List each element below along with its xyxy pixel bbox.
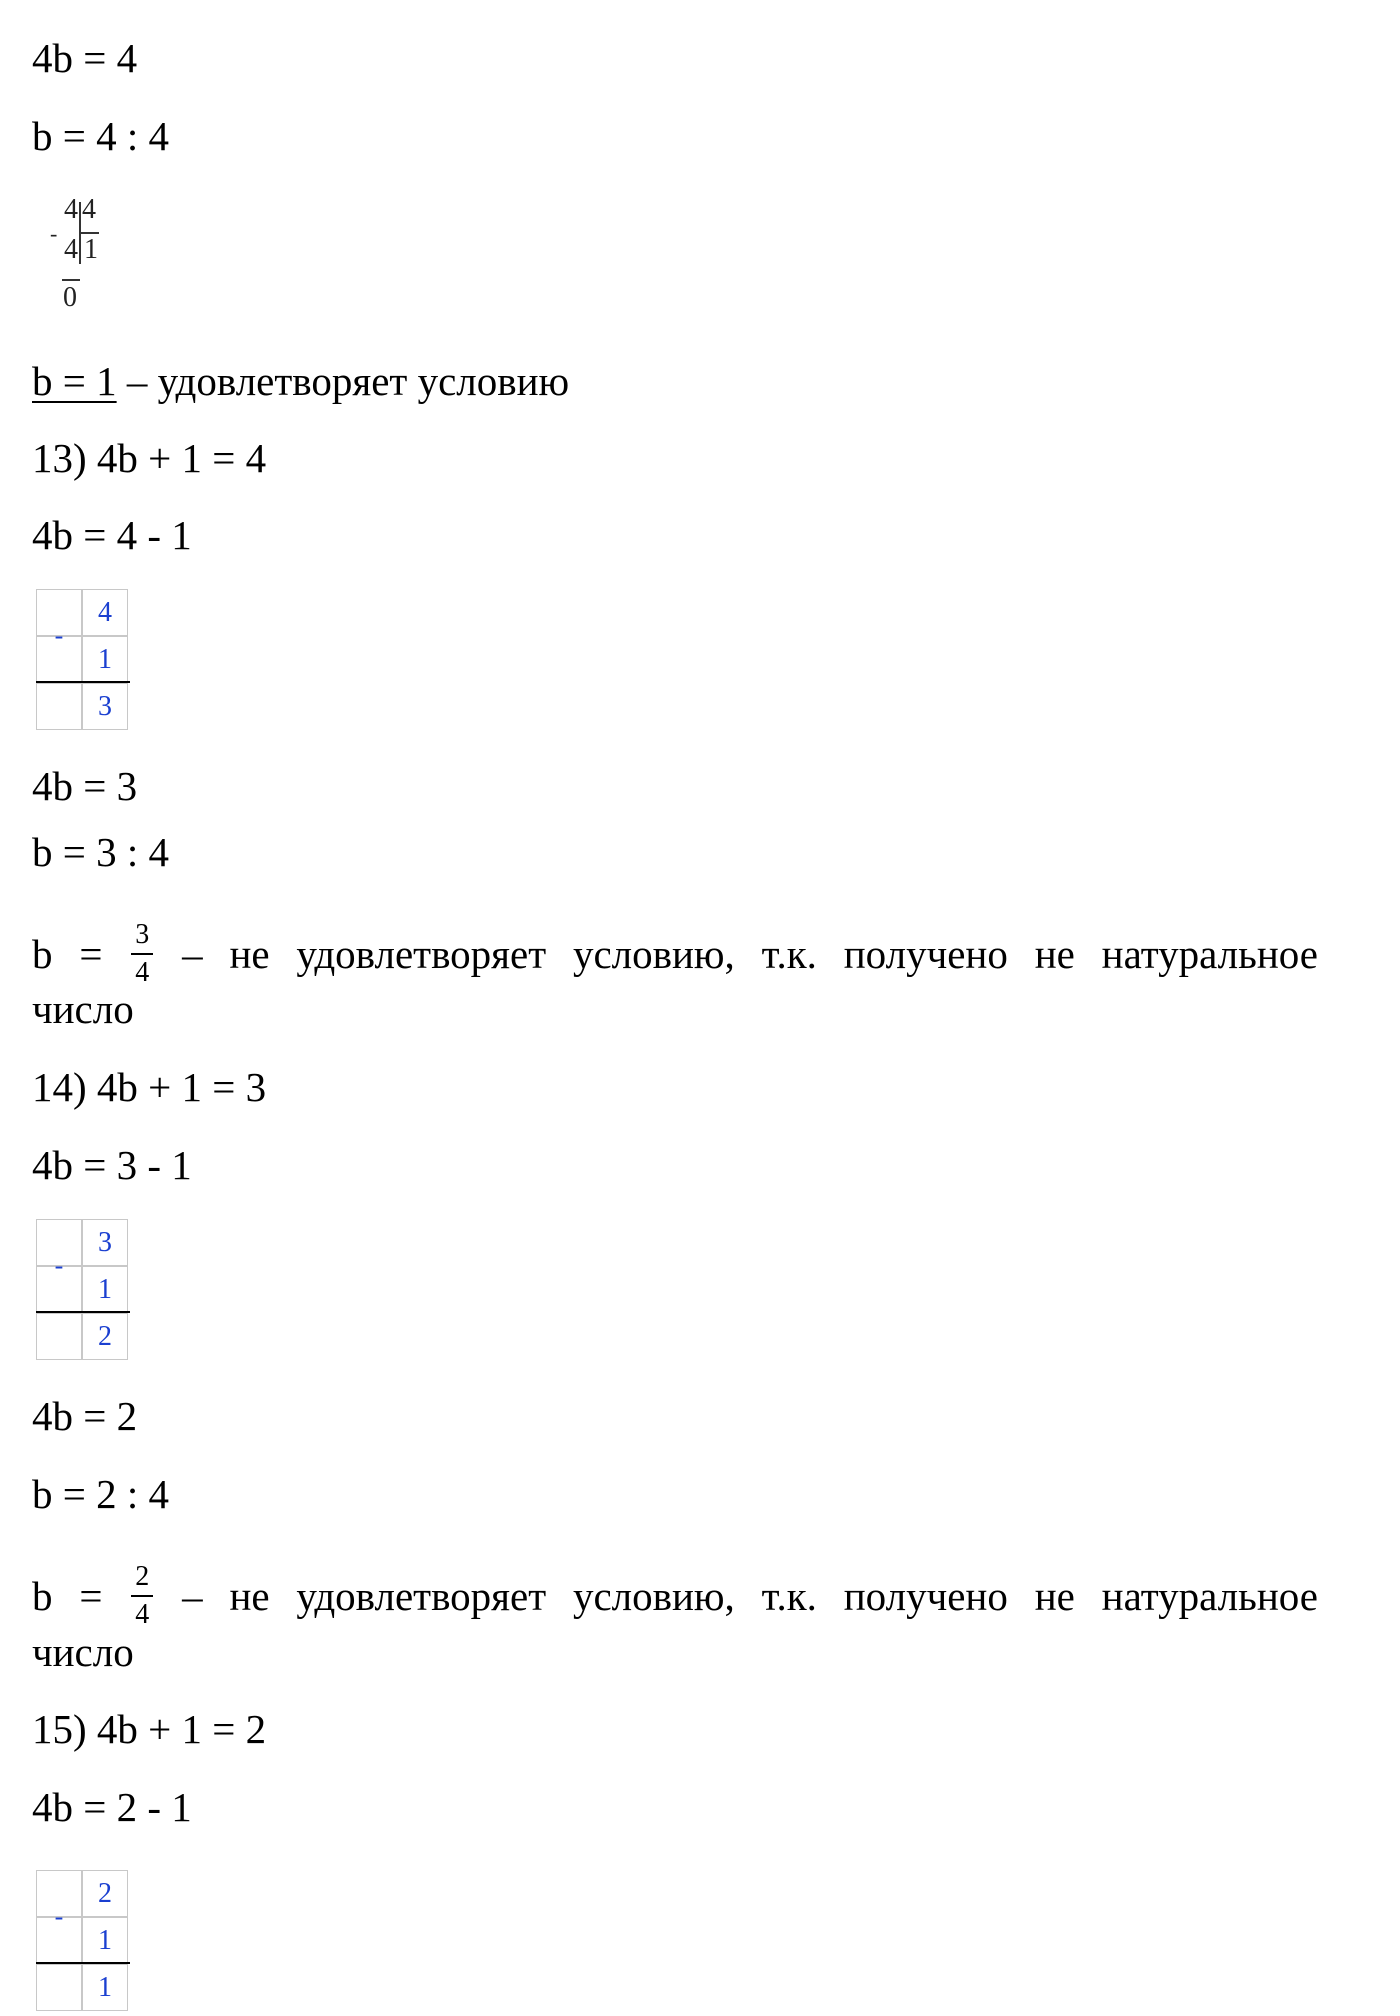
word: получено: [843, 931, 1008, 977]
minus-sign: -: [54, 1251, 64, 1280]
word: условию,: [572, 931, 735, 977]
subtraction-rule: [36, 1311, 130, 1313]
division-divisor: 4: [82, 194, 96, 225]
word: b: [32, 1573, 53, 1619]
word: =: [79, 931, 103, 977]
justified-line: [32, 920, 1318, 988]
word: условию,: [572, 1573, 735, 1619]
word: получено: [843, 1573, 1008, 1619]
column-subtraction: [36, 1870, 130, 2012]
minuend-digit: 2: [98, 1878, 112, 1909]
division-divisor-line: [79, 232, 99, 234]
equation-line: 4b = 4 - 1: [32, 512, 192, 558]
division-quotient: 1: [84, 234, 98, 265]
table-cell: [36, 1313, 82, 1360]
difference-digit: 2: [98, 1321, 112, 1352]
fraction: [131, 1562, 153, 1630]
word: натуральное: [1101, 1573, 1318, 1619]
minuend-digit: 3: [98, 1227, 112, 1258]
fraction-bar: [131, 953, 153, 955]
division-subtrahend: 4: [64, 234, 78, 265]
equation-heading: 15) 4b + 1 = 2: [32, 1706, 267, 1752]
equation-line: 4b = 3: [32, 763, 138, 809]
word: удовлетворяет: [296, 1573, 547, 1619]
equation-line: 4b = 3 - 1: [32, 1142, 192, 1188]
word: –: [182, 931, 203, 977]
equation-line: 4b = 4: [32, 35, 138, 81]
word: не: [1034, 931, 1075, 977]
continuation-line: число: [32, 986, 134, 1032]
fraction: [131, 920, 153, 988]
subtrahend-digit: 1: [98, 644, 112, 675]
difference-digit: 3: [98, 691, 112, 722]
equation-line: b = 2 : 4: [32, 1471, 170, 1517]
word: удовлетворяет: [296, 931, 547, 977]
result-line: [32, 357, 569, 405]
fraction-bar: [131, 1595, 153, 1597]
result-value: b = 1: [32, 358, 117, 404]
division-dividend: 4: [64, 194, 78, 225]
fraction-numerator: 3: [135, 919, 150, 950]
word: т.к.: [761, 1573, 817, 1619]
column-subtraction: [36, 589, 130, 731]
fraction-denominator: 4: [135, 957, 150, 988]
subtrahend-digit: 1: [98, 1274, 112, 1305]
minus-sign: -: [54, 621, 64, 650]
word: не: [229, 1573, 270, 1619]
subtrahend-digit: 1: [98, 1925, 112, 1956]
minuend-digit: 4: [98, 597, 112, 628]
equation-line: b = 3 : 4: [32, 829, 170, 875]
equation-heading: 13) 4b + 1 = 4: [32, 435, 267, 481]
word: не: [1034, 1573, 1075, 1619]
justified-line: [32, 1562, 1318, 1630]
equation-heading: 14) 4b + 1 = 3: [32, 1064, 267, 1110]
minus-sign: -: [54, 1902, 64, 1931]
subtraction-rule: [36, 681, 130, 683]
table-cell: [36, 683, 82, 730]
word: т.к.: [761, 931, 817, 977]
word: натуральное: [1101, 931, 1318, 977]
fraction-denominator: 4: [135, 1599, 150, 1630]
word: –: [182, 1573, 203, 1619]
division-subtraction-line: [62, 279, 80, 281]
word: не: [229, 931, 270, 977]
table-cell: [36, 1964, 82, 2011]
word: b: [32, 931, 53, 977]
column-subtraction: [36, 1219, 130, 1361]
word: =: [79, 1573, 103, 1619]
continuation-line: число: [32, 1629, 134, 1675]
long-division: [50, 196, 110, 322]
subtraction-rule: [36, 1962, 130, 1964]
equation-line: 4b = 2 - 1: [32, 1784, 192, 1830]
difference-digit: 1: [98, 1972, 112, 2003]
fraction-numerator: 2: [135, 1561, 150, 1592]
equation-line: b = 4 : 4: [32, 113, 170, 159]
result-comment: – удовлетворяет условию: [116, 358, 570, 404]
division-minus: -: [50, 221, 58, 246]
division-remainder: 0: [63, 282, 77, 313]
equation-line: 4b = 2: [32, 1393, 138, 1439]
